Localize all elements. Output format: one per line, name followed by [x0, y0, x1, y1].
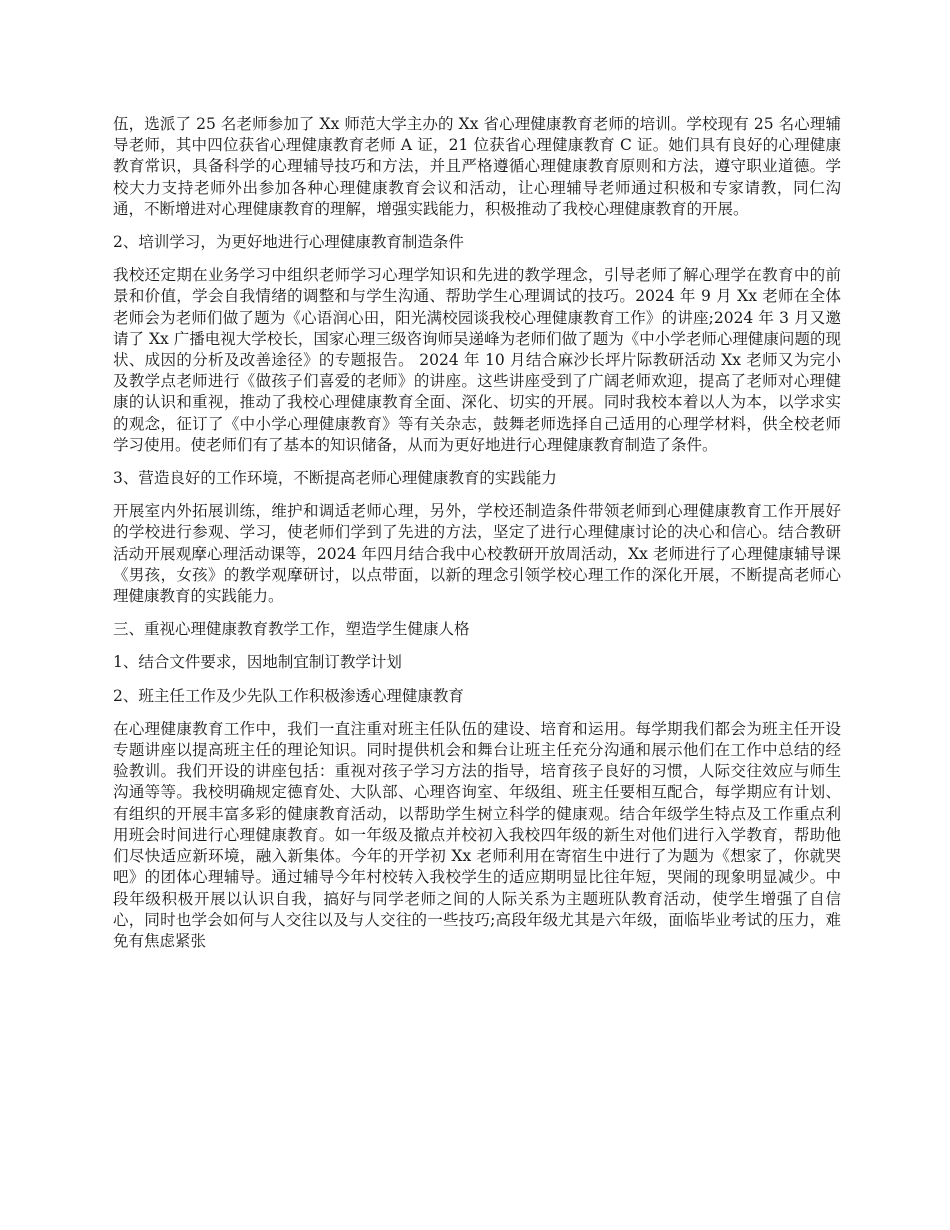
document-page — [113, 114, 841, 964]
section-heading: 1、结合文件要求，因地制宜制订教学计划 — [113, 653, 402, 672]
section-heading: 2、培训学习，为更好地进行心理健康教育制造条件 — [113, 233, 464, 252]
body-paragraph: 我校还定期在业务学习中组织老师学习心理学知识和先进的教学理念，引导老师了解心理学在教育中的前景和价值，学会自我情绪的调整和与学生沟通、帮助学生心理调试的技巧。2024 年 9 月 Xx 老师在全体老师会为老师们做了题为《心语润心田，阳光满校园谈我校心理健康教育工作》的讲座;2024 年 3 月又邀请了 Xx 广播电视大学校长，国家心理三级咨询师吴递峰为老师们做了题为《中小学老师心理健康问题的现状、成因的分析及改善途径》的专题报告。 2024 年 10 月结合麻沙长坪片际教研活动 Xx 老师又为完小及教学点老师进行《做孩子们喜爱的老师》的讲座。这些讲座受到了广阔老师欢迎，提高了老师对心理健康的认识和重视，推动了我校心理健康教育全面、深化、切实的开展。同时我校本着以人为本，以学求实的观念，征订了《中小学心理健康教育》等有关杂志，鼓舞老师选择自己适用的心理学材料，供全校老师学习使用。使老师们有了基本的知识储备，从而为更好地进行心理健康教育制造了条件。 — [113, 266, 841, 454]
section-heading: 2、班主任工作及少先队工作积极渗透心理健康教育 — [113, 686, 464, 705]
body-paragraph: 开展室内外拓展训练，维护和调适老师心理，另外，学校还制造条件带领老师到心理健康教育工作开展好的学校进行参观、学习，使老师们学到了先进的方法，坚定了进行心理健康讨论的决心和信心。结合教研活动开展观摩心理活动课等，2024 年四月结合我中心校教研开放周活动，Xx 老师进行了心理健康辅导课《男孩，女孩》的教学观摩研讨，以点带面，以新的理念引领学校心理工作的深化开展，不断提高老师心理健康教育的实践能力。 — [113, 502, 841, 606]
section-heading: 3、营造良好的工作环境，不断提高老师心理健康教育的实践能力 — [113, 469, 557, 488]
section-heading: 三、重视心理健康教育教学工作，塑造学生健康人格 — [113, 620, 470, 639]
body-paragraph: 伍，选派了 25 名老师参加了 Xx 师范大学主办的 Xx 省心理健康教育老师的培训。学校现有 25 名心理辅导老师，其中四位获省心理健康教育老师 A 证，21 位获省心理健康教育 C 证。她们具有良好的心理健康教育常识，具备科学的心理辅导技巧和方法，并且严格遵循心理健康教育原则和方法，遵守职业道德。学校大力支持老师外出参加各种心理健康教育会议和活动，让心理辅导老师通过积极和专家请教，同仁沟通，不断增进对心理健康教育的理解，增强实践能力，积极推动了我校心理健康教育的开展。 — [113, 115, 841, 218]
body-paragraph: 在心理健康教育工作中，我们一直注重对班主任队伍的建设、培育和运用。每学期我们都会为班主任开设专题讲座以提高班主任的理论知识。同时提供机会和舞台让班主任充分沟通和展示他们在工作中总结的经验教训。我们开设的讲座包括：重视对孩子学习方法的指导，培育孩子良好的习惯，人际交往效应与师生沟通等等。我校明确规定德育处、大队部、心理咨询室、年级组、班主任要相互配合，每学期应有计划、有组织的开展丰富多彩的健康教育活动，以帮助学生树立科学的健康观。结合年级学生特点及工作重点利用班会时间进行心理健康教育。如一年级及撤点并校初入我校四年级的新生对他们进行入学教育，帮助他们尽快适应新环境，融入新集体。今年的开学初 Xx 老师利用在寄宿生中进行了为题为《想家了，你就哭吧》的团体心理辅导。通过辅导今年村校转入我校学生的适应期明显比往年短，哭闹的现象明显减少。中段年级积极开展以认识自我，搞好与同学老师之间的人际关系为主题班队教育活动，使学生增强了自信心，同时也学会如何与人交往以及与人交往的一些技巧;高段年级尤其是六年级，面临毕业考试的压力，难免有焦虑紧张 — [113, 719, 841, 950]
